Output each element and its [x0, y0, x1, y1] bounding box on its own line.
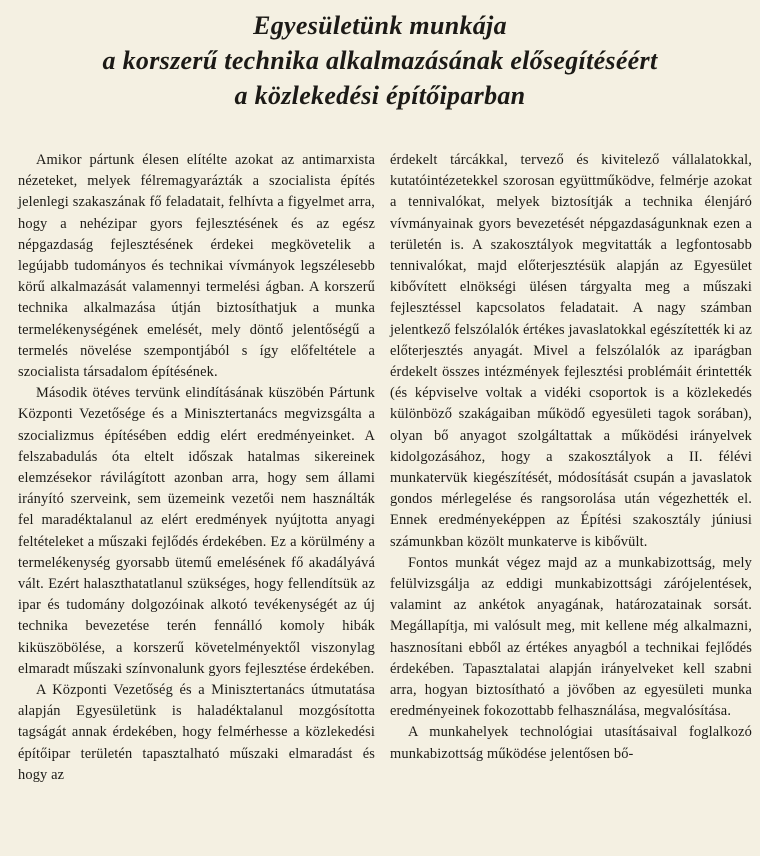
- paragraph: A munkahelyek technológiai utasításaival foglalkozó munkabizottság működése jelentősen bő-: [390, 724, 752, 762]
- paragraph: Amikor pártunk élesen elítélte azokat az antimarxista nézeteket, melyek félremagyarázták a szocialista építés jelenlegi szakaszának fő feladatait, felhívta a figyelmet arra, hogy a nehézipar gyors fejlesztésének és az egész népgazdaság fejlesztésének érdekei megkövetelik a legújabb tudományos és technikai vívmányok legszélesebb körű alkalmazását valamennyi termelési ágban. A korszerű technika alkalmazása útján biztosíthatjuk a munka termelékenységének emelését, mely döntő jelentőségű a termelés növelése szempontjából s így előfeltétele a szocialista társadalom építésének.: [18, 152, 375, 381]
- paragraph: Fontos munkát végez majd az a munkabizottság, mely felülvizsgálja az eddigi munkabizottsági zárójelentések, valamint az ankétok anyagának, határozatainak sorsát. Megállapítja, mi valósult meg, mit kellene még alkalmazni, hasznosítani ebből az értékes anyagból a technikai fejlődés érdekében. Tapasztalatai alapján irányelveket kell szabni arra, hogyan biztosítható a jövőben az egyesületi munka eredményeinek fokozottabb felhasználása, megvalósítása.: [390, 554, 752, 720]
- paragraph: Második ötéves tervünk elindításának küszöbén Pártunk Központi Vezetősége és a Minisztertanács megvizsgálta a szocializmus építésében eddig elért eredményeinket. A felszabadulás óta eltelt időszak hatalmas sikereinek elemzésekor rávilágított azonban arra, hogy sem állami irányító szerveink, sem üzemeink vezetői nem használták fel maradéktalanul az elért eredmények nyújtotta anyagi feltételeket a műszaki fejlődés érdekében. Ez a körülmény a termelékenység gyorsabb ütemű emelésének fő akadályává vált. Ezért halaszthatatlanul szükséges, hogy fellendítsük az ipar és tudomány dolgozóinak alkotó tevékenységét az új technika bevezetése terén fennálló komoly hibák kiküszöbölése, a korszerű követelményektől viszonylag elmaradt műszaki színvonalunk gyors fejlesztése érdekében.: [18, 385, 375, 677]
- right-text-column: [390, 150, 752, 765]
- paragraph: A Központi Vezetőség és a Minisztertanács útmutatása alapján Egyesületünk is haladéktalanul mozgósította tagságát annak érdekében, hogy felmérhesse a közlekedési építőipar területén tapasztalható műszaki elmaradást és hogy az: [18, 682, 375, 783]
- title-line-3: a közlekedési építőiparban: [234, 81, 526, 110]
- title-line-2: a korszerű technika alkalmazásának elősegítéséért: [102, 46, 658, 75]
- paragraph-continued: érdekelt tárcákkal, tervező és kivitelező vállalatokkal, kutatóintézetekkel szorosan együttműködve, felmérje azokat a tennivalókat, melyek biztosítják a technika élenjáró vívmányainak gyors bevezetését népgazdaságunknak ezen a területén is. A szakosztályok megvitatták a legfontosabb tennivalókat, majd előterjesztésük alapján az Egyesület kibővített elnökségi ülésen tárgyalta meg a műszaki fejlesztéssel kapcsolatos feladatait. A nagy számban jelentkező felszólalók értékes javaslatokkal egészítették ki az előterjesztés anyagát. Mivel a felszólalók az iparágban érdekelt összes intézmények fejlesztési problémáit érintették (és képviselve voltak a vidéki csoportok is a közlekedés különböző szakágaiban működő egyesületi tagok sorában), olyan bő anyagot szolgáltattak a működési irányelvek kidolgozásához, hogy a szakosztályok a II. félévi munkatervük kiegészítését, módosítását csupán a javaslatok gondos mérlegelése és rangsorolása után végezhették el. Ennek eredményeképpen az Építési szakosztály júniusi számunkban közölt munkaterve is kibővült.: [390, 152, 752, 550]
- article-title: [0, 8, 760, 113]
- title-line-1: Egyesületünk munkája: [253, 11, 507, 40]
- left-text-column: [18, 150, 375, 786]
